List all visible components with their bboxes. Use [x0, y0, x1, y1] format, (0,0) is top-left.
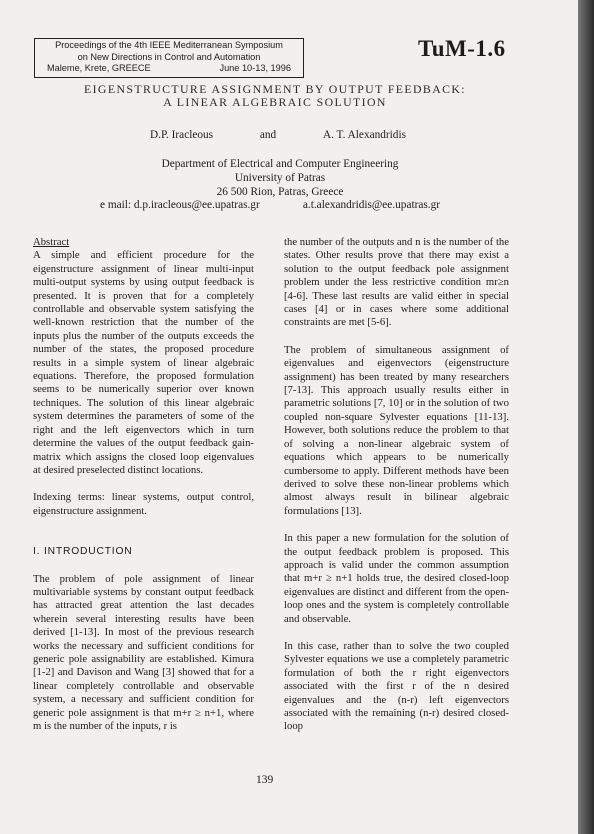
address: 26 500 Rion, Patras, Greece	[216, 186, 344, 199]
title-line-1: EIGENSTRUCTURE ASSIGNMENT BY OUTPUT FEEDBACK:	[84, 82, 466, 96]
left-column	[33, 236, 254, 733]
introduction-paragraph-1: The problem of pole assignment of linear multivariable systems by constant output feedback has attracted great attention the last decades wherein several interesting results have been derived [1-13]. In most of the previous research works the necessary and sufficient conditions for generic pole assignability are established. Kimura [1-2] and Davison and Wang [3] showed that for a linear completely controllable and observable system, a necessary and sufficient condition for generic pole assignment is that m+r ≥ n+1, where m is the number of the inputs, r is	[33, 572, 254, 732]
right-paragraph-4: In this case, rather than to solve the two coupled Sylvester equations we use a completely parametric formulation of both the r right eigenvectors associated with the first r of the n desired eigenvalues and the (n-r) left eigenvectors associated with the remaining (n-r) desired closed-loop	[284, 639, 509, 733]
right-column	[284, 236, 509, 734]
introduction-heading: I. INTRODUCTION	[33, 546, 133, 558]
page-number: 139	[256, 774, 274, 786]
abstract-text: A simple and efficient procedure for the eigenstructure assignment of linear multi-input multi-output systems by using output feedback is presented. It is proven that for a completely controllable and observable system satisfying the well-known restriction that the number of the inputs plus the number of the outputs exceeds the number of the states, the proposed procedure results in a simple system of linear algebraic equations. Therefore, the proposed formulation seems to be numerically superior over known techniques. The solution of this linear algebraic system determines the parameters of some of the right and the left eigenvectors which in turn determine the values of the output feedback gain-matrix which assigns the closed loop eigenvalues at desired preselected distinct locations.	[33, 249, 254, 476]
session-code: TuM-1.6	[418, 36, 506, 61]
authors	[150, 129, 406, 141]
conference-line-1: Proceedings of the 4th IEEE Mediterranean Symposium	[55, 40, 283, 50]
author-2: A. T. Alexandridis	[322, 129, 406, 141]
university: University of Patras	[234, 172, 326, 185]
email-1: e mail: d.p.iracleous@ee.upatras.gr	[100, 199, 260, 211]
author-conjunction: and	[259, 129, 277, 141]
right-paragraph-3: In this paper a new formulation for the solution of the output feedback problem is proposed. This approach is valid under the common assumption that m+r ≥ n+1 holds true, the desired closed-loop eigenvalues are distinct and different from the open-loop ones and the system is completely controllable and observable.	[284, 532, 509, 625]
right-paragraph-1: the number of the outputs and n is the number of the states. Other results prove that there may exist a solution to the output feedback pole assignment problem under the less restrictive condition mr≥n [4-6]. These last results are valid either in special cases [4] or in cases where some additional constraints are met [5-6].	[284, 236, 509, 329]
page-edge-shadow	[578, 0, 594, 834]
conference-dates: June 10-13, 1996	[219, 63, 291, 74]
conference-line-2: on New Directions in Control and Automation	[77, 51, 261, 62]
indexing-terms: Indexing terms: linear systems, output control, eigenstructure assignment.	[33, 491, 254, 517]
department: Department of Electrical and Computer Engineering	[161, 158, 399, 170]
email-2: a.t.alexandridis@ee.upatras.gr	[302, 199, 440, 211]
title-line-2: A LINEAR ALGEBRAIC SOLUTION	[163, 95, 387, 109]
conference-location: Maleme, Krete, GREECE	[47, 63, 151, 74]
affiliation	[40, 157, 520, 200]
right-paragraph-2: The problem of simultaneous assignment of eigenvalues and eigenvectors (eigenstructure assignment) has been treated by many researchers [7-13]. This approach usually results either in parametric solutions [7, 10] or in the solution of two coupled non-square Sylvester equations [11-13]. However, both solutions reduce the problem to that of solving a non-linear algebraic system of equations which appears to be numerically cumbersome to apply. Different methods have been derived to solve these non-linear problems which almost always result in bilinear algebraic formulations [13].	[284, 343, 509, 517]
conference-location-date	[39, 63, 299, 75]
conference-header-box	[34, 38, 304, 78]
paper-title	[40, 83, 510, 109]
email-line	[100, 199, 440, 211]
author-1: D.P. Iracleous	[150, 129, 214, 141]
abstract-heading: Abstract	[33, 236, 70, 248]
